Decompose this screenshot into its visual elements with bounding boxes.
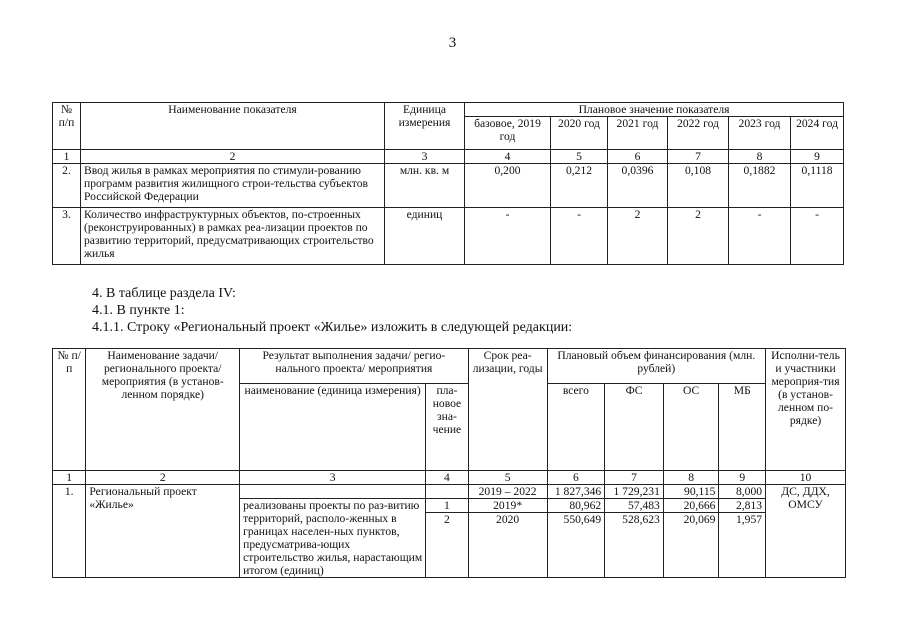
t1-row-value: - [729,208,791,265]
t2-row-fs: 57,483 [605,499,664,513]
t2-index-cell: 4 [426,471,468,485]
t1-row-unit: единиц [385,208,465,265]
t2-header-fin-col: МБ [719,384,766,471]
t2-row-task: Региональный проект «Жилье» [86,485,240,578]
t2-row-total: 550,649 [547,513,605,578]
t1-row-num: 3. [53,208,81,265]
t1-row-value: 2 [608,208,668,265]
t2-index-row [53,471,846,485]
t2-row-mb: 1,957 [719,513,766,578]
t2-row-result-empty [240,485,426,499]
t2-project-row [53,485,846,499]
t2-header-term: Срок реа-лизации, годы [468,349,547,471]
t1-index-cell: 4 [465,150,551,164]
t2-row-num: 1. [53,485,86,578]
t1-index-row [53,150,844,164]
t2-header-fin-col: ОС [663,384,719,471]
t1-header-plan: Плановое значение показателя [465,103,844,117]
t1-header-year: 2023 год [729,117,791,150]
t1-row-value: 0,1882 [729,164,791,208]
t1-row-value: 0,108 [668,164,729,208]
t1-row [53,208,844,265]
t2-index-cell: 7 [605,471,664,485]
page-number: 3 [448,35,457,51]
t2-header-finance: Плановый объем финансирования (млн. рублей) [547,349,765,384]
t2-row-term: 2019* [468,499,547,513]
t1-row-unit: млн. кв. м [385,164,465,208]
t1-header-year: 2024 год [791,117,844,150]
finance-table [52,348,846,578]
t1-row-value: 0,212 [551,164,608,208]
t2-index-cell: 2 [86,471,240,485]
t2-index-cell: 9 [719,471,766,485]
t1-header-num: № п/п [53,103,81,150]
t2-row-mb: 2,813 [719,499,766,513]
t1-row-value: 0,1118 [791,164,844,208]
t1-index-cell: 5 [551,150,608,164]
t2-header-result-name: наименование (единица измерения) [240,384,426,471]
t2-index-cell: 6 [547,471,605,485]
t2-index-cell: 8 [663,471,719,485]
t1-header-name: Наименование показателя [81,103,385,150]
t1-row-value: - [465,208,551,265]
t2-header-num: № п/п [53,349,86,471]
t1-row-value: 0,200 [465,164,551,208]
t1-row [53,164,844,208]
t2-row-fs: 528,623 [605,513,664,578]
t2-row-fs: 1 729,231 [605,485,664,499]
t2-header-fin-col: всего [547,384,605,471]
t1-index-cell: 6 [608,150,668,164]
t1-row-value: - [791,208,844,265]
t2-row-value [426,485,468,499]
t2-index-cell: 1 [53,471,86,485]
t1-header-year: 2022 год [668,117,729,150]
t1-row-value: - [551,208,608,265]
t2-header-fin-col: ФС [605,384,664,471]
t2-index-cell: 5 [468,471,547,485]
paragraph-point-4-1-1: 4.1.1. Строку «Региональный проект «Жилье» изложить в следующей редакции: [92,320,573,335]
t2-row-value: 1 [426,499,468,513]
t2-index-cell: 10 [766,471,846,485]
t1-row-num: 2. [53,164,81,208]
t2-row-term: 2020 [468,513,547,578]
t1-index-cell: 8 [729,150,791,164]
t1-header-unit: Единица измерения [385,103,465,150]
t2-header-result: Результат выполнения задачи/ регио-нального проекта/ мероприятия [240,349,469,384]
t2-row-term: 2019 – 2022 [468,485,547,499]
t2-row-result-text: реализованы проекты по раз-витию территорий, располо-женных в границах населен-ных пунктов, предусматрива-ющих строительство жилья, нарастающим итогом (единиц) [240,499,426,578]
t2-row-exec: ДС, ДДХ, ОМСУ [766,485,846,578]
t1-header-year: 2021 год [608,117,668,150]
t1-header-year: базовое, 2019 год [465,117,551,150]
t2-row-value: 2 [426,513,468,578]
indicators-table [52,102,844,265]
t1-row-value: 0,0396 [608,164,668,208]
paragraph-section-4: 4. В таблице раздела IV: [92,286,236,301]
t1-index-cell: 9 [791,150,844,164]
t1-index-cell: 7 [668,150,729,164]
t2-row-total: 80,962 [547,499,605,513]
t2-header-exec: Исполни-тель и участники мероприя-тия (в установ-ленном по-рядке) [766,349,846,471]
t1-index-cell: 1 [53,150,81,164]
t2-row-mb: 8,000 [719,485,766,499]
t1-row-value: 2 [668,208,729,265]
t1-index-cell: 3 [385,150,465,164]
t2-row-total: 1 827,346 [547,485,605,499]
t1-row-name: Количество инфраструктурных объектов, по-строенных (реконструированных) в рамках реа-лизации проектов по развитию территорий, предусматривающих строительство жилья [81,208,385,265]
t2-row-os: 20,666 [663,499,719,513]
t1-row-name: Ввод жилья в рамках мероприятия по стимули-рованию программ развития жилищного строи-тельства субъектов Российской Федерации [81,164,385,208]
t1-header-year: 2020 год [551,117,608,150]
paragraph-point-4-1: 4.1. В пункте 1: [92,303,185,318]
t2-index-cell: 3 [240,471,426,485]
t2-row-os: 90,115 [663,485,719,499]
t2-row-os: 20,069 [663,513,719,578]
t2-header-task: Наименование задачи/ регионального проекта/ мероприятия (в установ-ленном порядке) [86,349,240,471]
t2-header-result-value: пла-новое зна-чение [426,384,468,471]
t1-index-cell: 2 [81,150,385,164]
